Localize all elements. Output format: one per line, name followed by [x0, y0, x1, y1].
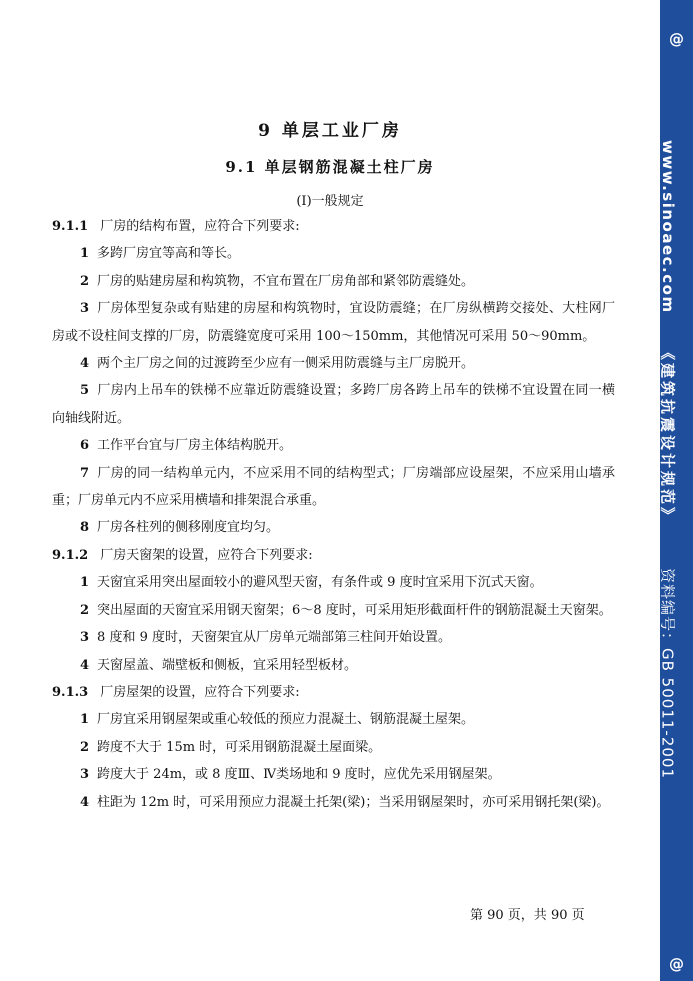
- clause-heading: [52, 213, 615, 240]
- clause-item: [52, 268, 615, 295]
- item-text: 厂房的贴建房屋和构筑物，不宜布置在厂房角部和紧邻防震缝处。: [97, 273, 475, 289]
- clause-item: [52, 350, 615, 377]
- clause-item: [52, 295, 615, 350]
- item-text: 天窗宜采用突出屋面较小的避风型天窗，有条件或 9 度时宜采用下沉式天窗。: [97, 575, 543, 591]
- clause-heading: [52, 542, 615, 569]
- sidebar-vertical-text: [660, 0, 693, 981]
- item-number: 1: [80, 575, 90, 591]
- item-number: 3: [80, 767, 90, 783]
- item-text: 两个主厂房之间的过渡跨至少应有一侧采用防震缝与主厂房脱开。: [97, 356, 475, 372]
- item-text: 厂房内上吊车的铁梯不应靠近防震缝设置；多跨厂房各跨上吊车的铁梯不宜设置在同一横向轴线附近。: [52, 383, 615, 426]
- item-number: 2: [80, 739, 90, 755]
- item-number: 4: [80, 356, 90, 372]
- clause-item: [52, 652, 615, 679]
- at-symbol-icon: @: [669, 955, 684, 973]
- item-text: 多跨厂房宜等高和等长。: [97, 246, 241, 262]
- item-number: 2: [80, 273, 90, 289]
- item-number: 8: [80, 520, 90, 536]
- item-text: 跨度大于 24m，或 8 度Ⅲ、Ⅳ类场地和 9 度时，应优先采用钢屋架。: [97, 767, 501, 783]
- clause-item: [52, 734, 615, 761]
- item-number: 5: [80, 383, 90, 399]
- item-text: 厂房体型复杂或有贴建的房屋和构筑物时，宜设防震缝；在厂房纵横跨交接处、大柱网厂房或不设柱间支撑的厂房，防震缝宽度可采用 100～150mm，其他情况可采用 50～90mm。: [52, 301, 615, 344]
- clause-item: [52, 514, 615, 541]
- page-footer: 第 90 页，共 90 页: [470, 908, 585, 923]
- clause-item: [52, 624, 615, 651]
- clause-item: [52, 377, 615, 432]
- item-text: 跨度不大于 15m 时，可采用钢筋混凝土屋面梁。: [97, 739, 382, 755]
- item-number: 2: [80, 602, 90, 618]
- clause-item: [52, 706, 615, 733]
- item-number: 1: [80, 712, 90, 728]
- clause-heading: [52, 679, 615, 706]
- clause-number: 9.1.2: [52, 547, 89, 563]
- clause-item: [52, 432, 615, 459]
- item-number: 4: [80, 794, 90, 810]
- item-number: 3: [80, 301, 90, 317]
- item-text: 天窗屋盖、端壁板和侧板，宜采用轻型板材。: [97, 657, 358, 673]
- item-text: 工作平台宜与厂房主体结构脱开。: [97, 438, 293, 454]
- clause-item: [52, 569, 615, 596]
- sidebar-standard-title: 《建筑抗震设计规范》: [658, 345, 676, 526]
- clause-text: 厂房天窗架的设置，应符合下列要求:: [100, 547, 313, 563]
- item-number: 7: [80, 465, 90, 481]
- item-text: 柱距为 12m 时，可采用预应力混凝土托架(梁)；当采用钢屋架时，亦可采用钢托架(梁)。: [97, 794, 610, 810]
- clause-number: 9.1.1: [52, 219, 89, 234]
- clause-item: [52, 240, 615, 267]
- clause-item: [52, 460, 615, 515]
- clause-number: 9.1.3: [52, 684, 89, 700]
- at-symbol-icon: @: [669, 30, 684, 48]
- clause-text: 厂房的结构布置，应符合下列要求:: [100, 219, 300, 234]
- item-text: 厂房各柱列的侧移刚度宜均匀。: [97, 520, 280, 536]
- item-number: 6: [80, 438, 90, 454]
- clause-item: [52, 597, 615, 624]
- item-number: 3: [80, 630, 90, 646]
- section-title: 9.1 单层钢筋混凝土柱厂房: [225, 158, 435, 176]
- subsection-title: (I)一般规定: [296, 194, 364, 209]
- document-body: [52, 213, 615, 816]
- item-text: 厂房宜采用钢屋架或重心较低的预应力混凝土、钢筋混凝土屋架。: [97, 712, 475, 728]
- item-text: 8 度和 9 度时，天窗架宜从厂房单元端部第三柱间开始设置。: [97, 630, 451, 646]
- clause-item: [52, 789, 615, 816]
- chapter-title: 9 单层工业厂房: [258, 121, 402, 141]
- sidebar-code-label: 资料编号：GB 50011-2001: [658, 568, 676, 779]
- watermark-sidebar: [660, 0, 693, 981]
- item-number: 1: [80, 246, 90, 262]
- item-number: 4: [80, 657, 90, 673]
- sidebar-url: www.sinoaec.com: [658, 140, 677, 314]
- item-text: 突出屋面的天窗宜采用钢天窗架；6～8 度时，可采用矩形截面杆件的钢筋混凝土天窗架。: [97, 602, 612, 618]
- clause-text: 厂房屋架的设置，应符合下列要求:: [100, 684, 300, 700]
- item-text: 厂房的同一结构单元内，不应采用不同的结构型式；厂房端部应设屋架，不应采用山墙承重；厂房单元内不应采用横墙和排架混合承重。: [52, 465, 615, 509]
- clause-item: [52, 761, 615, 788]
